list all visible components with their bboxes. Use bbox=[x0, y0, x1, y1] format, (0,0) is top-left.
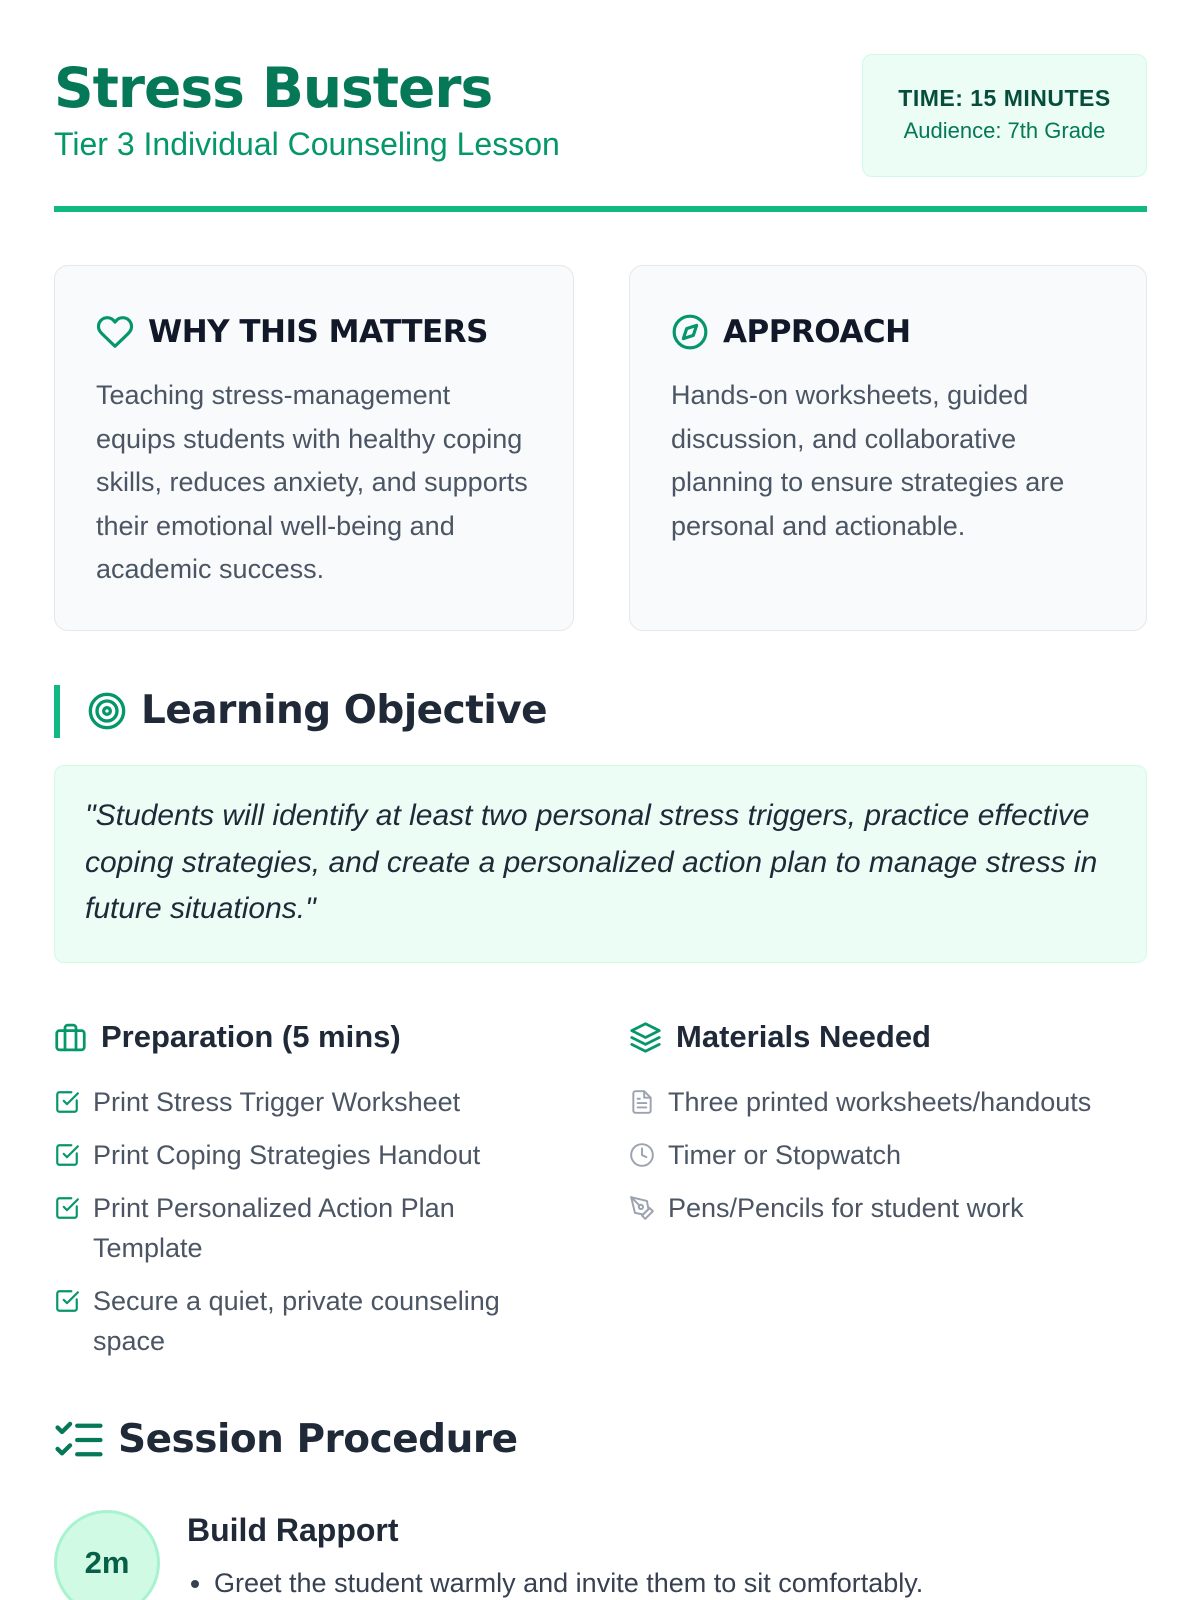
objective-title: Learning Objective bbox=[141, 688, 548, 733]
step-duration-badge: 2m bbox=[54, 1510, 160, 1600]
document-icon bbox=[629, 1089, 655, 1115]
preparation-item-label: Secure a quiet, private counseling space bbox=[93, 1286, 500, 1356]
compass-icon bbox=[671, 313, 709, 351]
preparation-title: Preparation (5 mins) bbox=[101, 1019, 401, 1054]
checkbox-checked-icon bbox=[54, 1195, 80, 1221]
preparation-item bbox=[54, 1135, 554, 1175]
materials-item-label: Timer or Stopwatch bbox=[668, 1140, 902, 1170]
approach-title: APPROACH bbox=[723, 314, 911, 350]
page-subtitle: Tier 3 Individual Counseling Lesson bbox=[54, 126, 560, 162]
briefcase-icon bbox=[54, 1021, 87, 1054]
approach-body: Hands-on worksheets, guided discussion, and collaborative planning to ensure strategies are personal and actionable. bbox=[671, 380, 1065, 541]
preparation-item-label: Print Stress Trigger Worksheet bbox=[93, 1087, 461, 1117]
approach-card bbox=[629, 265, 1147, 631]
audience-label: Audience: 7th Grade bbox=[903, 118, 1106, 143]
materials-item bbox=[629, 1135, 1149, 1175]
preparation-item bbox=[54, 1281, 554, 1361]
materials-item bbox=[629, 1188, 1149, 1228]
target-icon bbox=[87, 691, 127, 731]
procedure-title: Session Procedure bbox=[118, 1417, 518, 1462]
time-label: TIME: 15 MINUTES bbox=[898, 85, 1111, 111]
why-body: Teaching stress-management equips students with healthy coping skills, reduces anxiety, and supports their emotional well-being and academic success. bbox=[96, 380, 528, 584]
objective-quote: "Students will identify at least two personal stress triggers, practice effective coping strategies, and create a personalized action plan to manage stress in future situations." bbox=[54, 765, 1147, 963]
preparation-list bbox=[54, 1082, 554, 1374]
clock-icon bbox=[629, 1142, 655, 1168]
objective-heading bbox=[87, 688, 547, 733]
procedure-heading bbox=[54, 1417, 518, 1462]
step-bullet: • Greet the student warmly and invite them to sit comfortably. bbox=[214, 1568, 923, 1599]
step-bullets bbox=[214, 1568, 923, 1599]
materials-title: Materials Needed bbox=[676, 1019, 931, 1054]
lesson-header bbox=[54, 54, 1147, 212]
header-divider bbox=[54, 206, 1147, 212]
step-title: Build Rapport bbox=[187, 1512, 399, 1548]
preparation-heading bbox=[54, 1019, 401, 1055]
checkbox-checked-icon bbox=[54, 1288, 80, 1314]
pen-icon bbox=[629, 1195, 655, 1221]
checkbox-checked-icon bbox=[54, 1089, 80, 1115]
checkbox-checked-icon bbox=[54, 1142, 80, 1168]
materials-item-label: Three printed worksheets/handouts bbox=[668, 1087, 1092, 1117]
materials-heading bbox=[629, 1019, 931, 1055]
layers-icon bbox=[629, 1021, 662, 1054]
preparation-item bbox=[54, 1188, 554, 1268]
page-title: Stress Busters bbox=[54, 56, 493, 120]
preparation-item-label: Print Coping Strategies Handout bbox=[93, 1140, 481, 1170]
why-card bbox=[54, 265, 574, 631]
list-checks-icon bbox=[54, 1418, 104, 1462]
preparation-item-label: Print Personalized Action Plan Template bbox=[93, 1193, 455, 1263]
heart-icon bbox=[96, 313, 134, 351]
preparation-item bbox=[54, 1082, 554, 1122]
materials-list bbox=[629, 1082, 1149, 1241]
time-badge bbox=[862, 54, 1147, 177]
materials-item bbox=[629, 1082, 1149, 1122]
objective-accent-bar bbox=[54, 685, 60, 738]
why-title: WHY THIS MATTERS bbox=[148, 314, 488, 350]
materials-item-label: Pens/Pencils for student work bbox=[668, 1193, 1024, 1223]
